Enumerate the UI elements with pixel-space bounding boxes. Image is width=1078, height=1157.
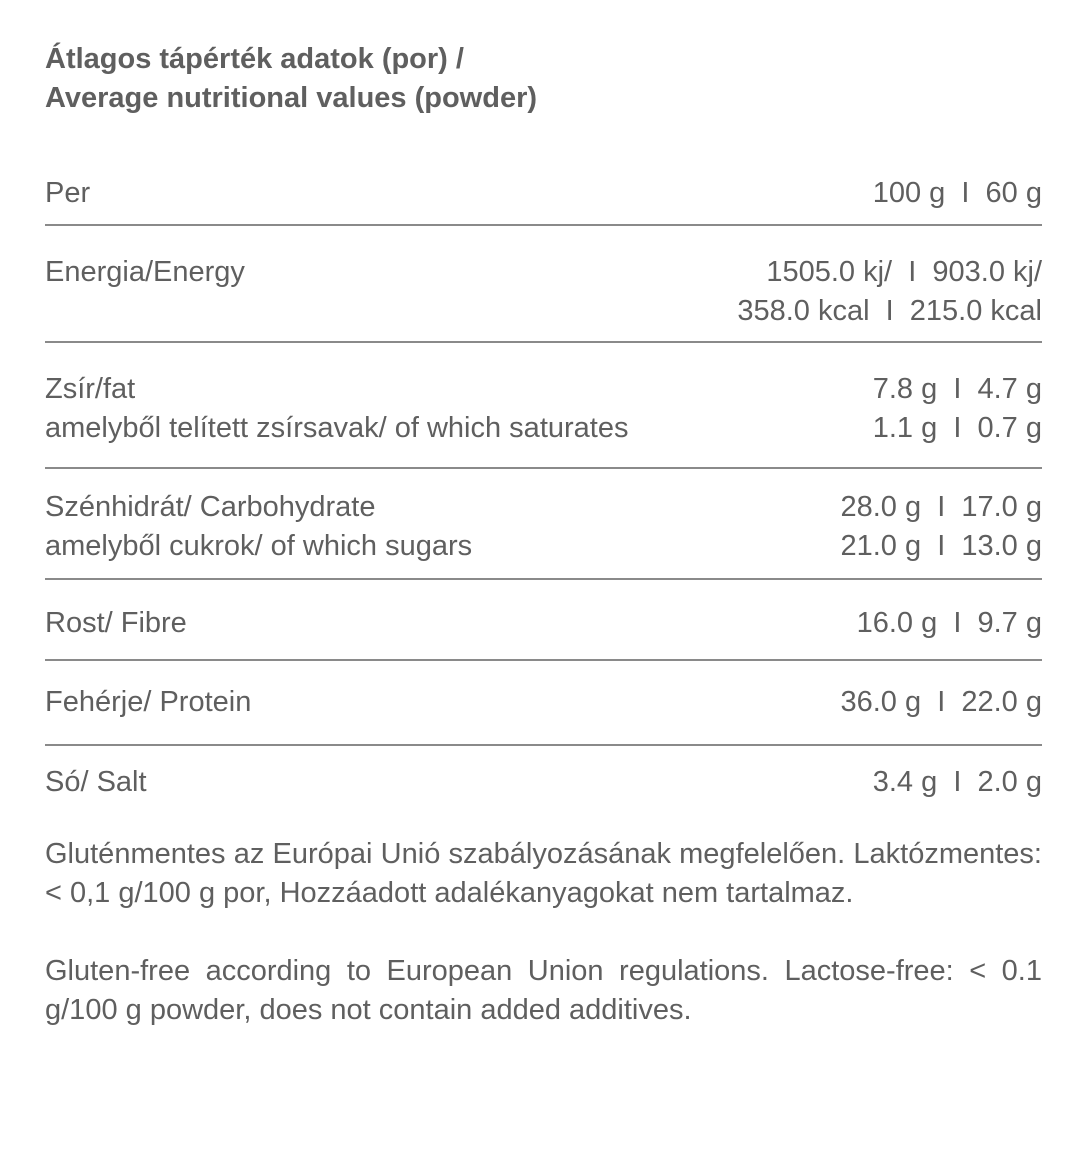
fibre-label: Rost/ Fibre xyxy=(45,607,187,639)
protein-label: Fehérje/ Protein xyxy=(45,686,252,718)
table-header-row xyxy=(45,160,1042,226)
saturates-label: amelyből telített zsírsavak/ of which saturates xyxy=(45,412,629,444)
carbohydrate-row xyxy=(45,469,1042,580)
nutrition-table xyxy=(45,160,1042,802)
title-english: Average nutritional values (powder) xyxy=(45,82,538,114)
fibre-row xyxy=(45,580,1042,661)
saturates-value: 1.1 g I 0.7 g xyxy=(872,412,1042,444)
energy-kj-value: 1505.0 kj/ I 903.0 kj/ xyxy=(766,256,1042,288)
salt-row xyxy=(45,746,1042,802)
fat-row xyxy=(45,343,1042,469)
fat-value: 7.8 g I 4.7 g xyxy=(872,373,1042,405)
fibre-value: 16.0 g I 9.7 g xyxy=(856,607,1042,639)
carbohydrate-value: 28.0 g I 17.0 g xyxy=(840,491,1042,523)
nutrition-title xyxy=(45,40,1042,118)
energy-kcal-value: 358.0 kcal I 215.0 kcal xyxy=(737,295,1042,327)
salt-label: Só/ Salt xyxy=(45,766,147,798)
fat-label: Zsír/fat xyxy=(45,373,136,405)
energy-row xyxy=(45,226,1042,343)
carbohydrate-label: Szénhidrát/ Carbohydrate xyxy=(45,491,376,523)
note-english: Gluten-free according to European Union regulations. Lactose-free: < 0.1 g/100 g powder, does not contain added additives. xyxy=(45,955,1042,1026)
title-hungarian: Átlagos tápérték adatok (por) / xyxy=(45,43,464,75)
energy-values xyxy=(737,253,1042,331)
per-value: 100 g I 60 g xyxy=(872,177,1042,209)
energy-label: Energia/Energy xyxy=(45,256,245,288)
salt-value: 3.4 g I 2.0 g xyxy=(872,766,1042,798)
sugars-label: amelyből cukrok/ of which sugars xyxy=(45,530,473,562)
sugars-value: 21.0 g I 13.0 g xyxy=(840,530,1042,562)
note-hungarian: Gluténmentes az Európai Unió szabályozásának megfelelően. Laktózmentes: < 0,1 g/100 g por, Hozzáadott adalékanyagokat nem tartalmaz. xyxy=(45,838,1042,909)
protein-value: 36.0 g I 22.0 g xyxy=(840,686,1042,718)
per-label: Per xyxy=(45,177,91,209)
protein-row xyxy=(45,661,1042,746)
